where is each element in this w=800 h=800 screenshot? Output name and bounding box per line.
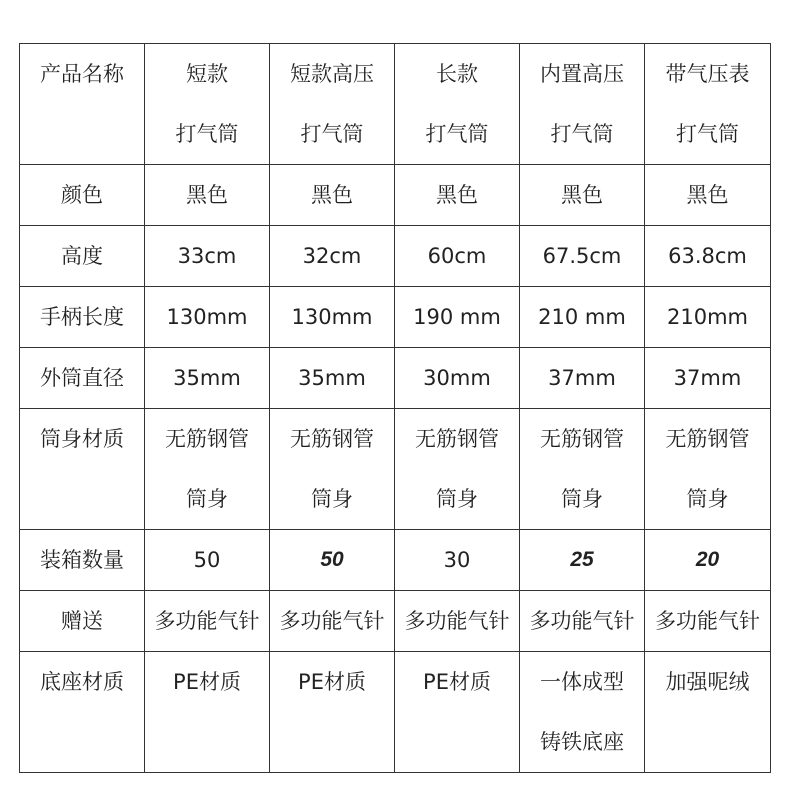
table-cell <box>645 165 771 226</box>
cell-line: 黑色 <box>311 183 353 207</box>
cell-line: PE材质 <box>173 670 241 694</box>
row-label-cell <box>20 409 145 530</box>
header-row <box>20 44 771 165</box>
row-label: 外筒直径 <box>40 366 124 390</box>
row-label-cell <box>20 226 145 287</box>
table-cell <box>395 287 520 348</box>
cell-line: 打气筒 <box>550 122 614 146</box>
cell-line: 筒身 <box>561 487 603 511</box>
table-cell <box>520 591 645 652</box>
row-label: 颜色 <box>61 183 103 207</box>
table-cell <box>270 652 395 773</box>
table-cell <box>145 409 270 530</box>
table-row <box>20 591 771 652</box>
table-cell <box>270 591 395 652</box>
table-cell <box>395 652 520 773</box>
table-cell <box>645 287 771 348</box>
row-label-cell <box>20 652 145 773</box>
cell-line: 35mm <box>298 366 366 390</box>
cell-line: 60cm <box>427 244 487 268</box>
row-label-cell <box>20 591 145 652</box>
cell-line: 黑色 <box>186 183 228 207</box>
table-cell <box>270 530 395 591</box>
cell-line: 多功能气针 <box>154 609 260 633</box>
table-cell <box>645 652 771 773</box>
cell-line: 210mm <box>667 305 748 329</box>
cell-line: 筒身 <box>436 487 478 511</box>
cell-line: 筒身 <box>311 487 353 511</box>
table-cell <box>145 530 270 591</box>
cell-line: 内置高压 <box>540 62 624 86</box>
cell-line: 短款高压 <box>290 62 374 86</box>
table-cell <box>645 226 771 287</box>
cell-line: PE材质 <box>298 670 366 694</box>
table-cell <box>145 287 270 348</box>
product-name-cell <box>645 44 771 165</box>
cell-line: 多功能气针 <box>655 609 760 633</box>
table-cell <box>270 165 395 226</box>
table-cell <box>395 226 520 287</box>
cell-line: 打气筒 <box>300 122 364 146</box>
cell-line: 130mm <box>166 305 248 329</box>
cell-line: 35mm <box>173 366 241 390</box>
cell-line: 打气筒 <box>425 122 489 146</box>
table-row <box>20 530 771 591</box>
table-cell <box>645 409 771 530</box>
cell-line: 50 <box>320 548 344 571</box>
table-cell <box>520 348 645 409</box>
table-cell <box>270 226 395 287</box>
cell-line: 多功能气针 <box>279 609 385 633</box>
spec-table <box>19 43 771 773</box>
table-cell <box>395 348 520 409</box>
row-label: 手柄长度 <box>40 305 124 329</box>
table-row <box>20 287 771 348</box>
cell-line: 33cm <box>177 244 237 268</box>
cell-line: 无筋钢管 <box>665 427 750 451</box>
cell-line: 黑色 <box>686 183 729 207</box>
cell-line: 黑色 <box>561 183 603 207</box>
table-cell <box>520 165 645 226</box>
cell-line: 打气筒 <box>175 122 239 146</box>
cell-line: 25 <box>570 548 594 571</box>
cell-line: 37mm <box>548 366 616 390</box>
table-cell <box>145 652 270 773</box>
table-cell <box>270 287 395 348</box>
row-label: 底座材质 <box>40 670 124 694</box>
table-cell <box>270 348 395 409</box>
table-cell <box>270 409 395 530</box>
product-name-cell <box>395 44 520 165</box>
cell-line: 无筋钢管 <box>165 427 249 451</box>
cell-line: 加强呢绒 <box>665 670 750 694</box>
cell-line: 210 mm <box>538 305 626 329</box>
cell-line: 筒身 <box>186 487 228 511</box>
row-label-cell <box>20 348 145 409</box>
table-row <box>20 165 771 226</box>
cell-line: 50 <box>193 548 221 572</box>
cell-line: 一体成型 <box>540 670 624 694</box>
cell-line: 37mm <box>673 366 742 390</box>
cell-line: 黑色 <box>436 183 478 207</box>
table-cell <box>520 652 645 773</box>
table-cell <box>520 409 645 530</box>
cell-line: 打气筒 <box>676 122 739 146</box>
table-cell <box>145 348 270 409</box>
row-label: 装箱数量 <box>40 548 124 572</box>
table-cell <box>645 530 771 591</box>
table-cell <box>645 348 771 409</box>
table-row <box>20 652 771 773</box>
row-label-cell <box>20 165 145 226</box>
cell-line: 产品名称 <box>40 62 124 86</box>
table-cell <box>520 530 645 591</box>
cell-line: 67.5cm <box>542 244 622 268</box>
cell-line: 短款 <box>186 62 228 86</box>
row-label: 高度 <box>61 244 103 268</box>
table-cell <box>520 226 645 287</box>
table-cell <box>145 226 270 287</box>
table-cell <box>395 165 520 226</box>
cell-line: 长款 <box>436 62 478 86</box>
cell-line: 130mm <box>291 305 373 329</box>
cell-line: 无筋钢管 <box>290 427 374 451</box>
header-label-cell <box>20 44 145 165</box>
product-name-cell <box>270 44 395 165</box>
cell-line: 无筋钢管 <box>540 427 624 451</box>
table-row <box>20 348 771 409</box>
cell-line: 多功能气针 <box>529 609 635 633</box>
cell-line: 20 <box>695 548 720 571</box>
table-row <box>20 226 771 287</box>
product-name-cell <box>145 44 270 165</box>
cell-line: 63.8cm <box>668 244 747 268</box>
cell-line: 多功能气针 <box>404 609 510 633</box>
table-cell <box>145 165 270 226</box>
cell-line: 铸铁底座 <box>540 730 624 754</box>
row-label: 赠送 <box>61 609 103 633</box>
row-label-cell <box>20 287 145 348</box>
cell-line: 无筋钢管 <box>415 427 499 451</box>
cell-line: 筒身 <box>686 487 729 511</box>
table-cell <box>520 287 645 348</box>
row-label-cell <box>20 530 145 591</box>
table-cell <box>395 591 520 652</box>
table-cell <box>395 530 520 591</box>
product-name-cell <box>520 44 645 165</box>
cell-line: 30mm <box>423 366 491 390</box>
cell-line: 190 mm <box>413 305 501 329</box>
table-row <box>20 409 771 530</box>
cell-line: 带气压表 <box>665 62 750 86</box>
table-cell <box>395 409 520 530</box>
cell-line: 30 <box>443 548 471 572</box>
row-label: 筒身材质 <box>40 427 124 451</box>
spec-table-body <box>20 44 771 773</box>
cell-line: 32cm <box>302 244 362 268</box>
table-cell <box>145 591 270 652</box>
table-cell <box>645 591 771 652</box>
cell-line: PE材质 <box>423 670 491 694</box>
